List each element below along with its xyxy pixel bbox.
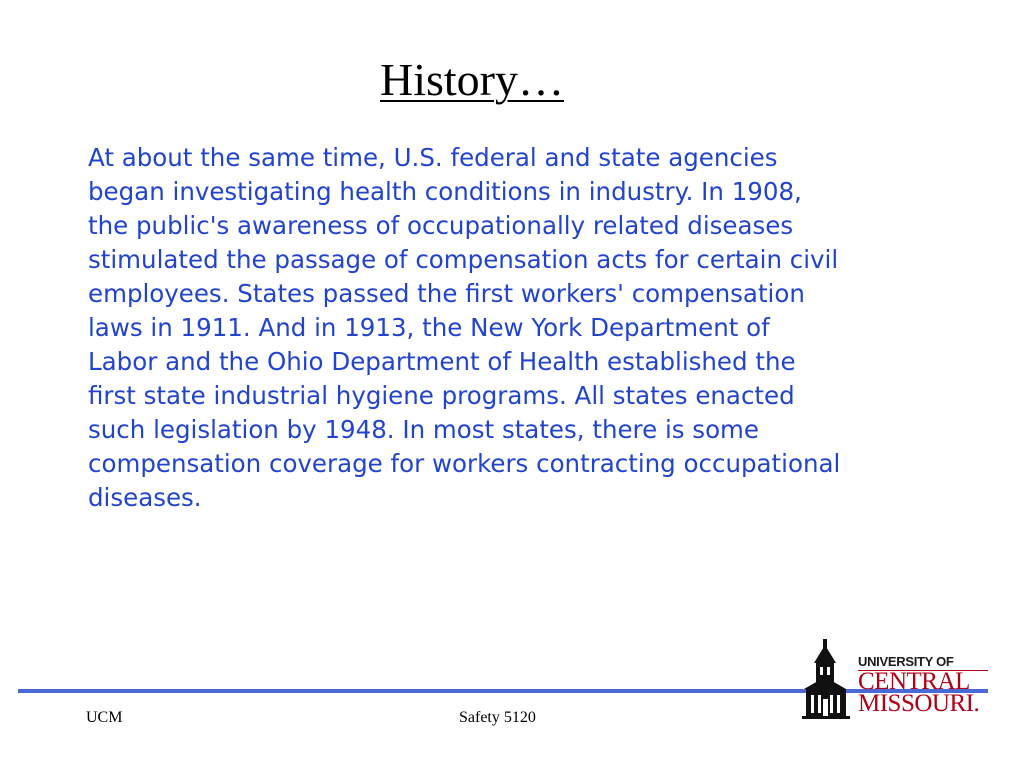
logo-line-central: CENTRAL [858,668,970,695]
slide-body [88,141,968,515]
logo-line-missouri: MISSOURI. [858,690,980,717]
logo-wordmark [858,655,988,715]
body-line: compensation coverage for workers contracting occupational [88,449,841,478]
footer-course: Safety 5120 [459,709,536,726]
slide-title: History… [380,54,564,105]
body-line: such legislation by 1948. In most states, there is some [88,415,759,444]
university-logo [800,637,990,721]
body-line: laws in 1911. And in 1913, the New York Department of [88,313,770,342]
logo-line-university-of: UNIVERSITY OF [858,655,988,671]
body-line: began investigating health conditions in industry. In 1908, [88,177,802,206]
body-line: the public's awareness of occupationally related diseases [88,211,794,240]
body-line: first state industrial hygiene programs. All states enacted [88,381,795,410]
body-line: Labor and the Ohio Department of Health established the [88,347,796,376]
body-line: stimulated the passage of compensation acts for certain civil [88,245,839,274]
body-line: employees. States passed the first workers' compensation [88,279,805,308]
body-line: diseases. [88,483,202,512]
footer-organization: UCM [86,709,123,726]
building-icon [800,637,858,719]
body-line: At about the same time, U.S. federal and state agencies [88,143,778,172]
